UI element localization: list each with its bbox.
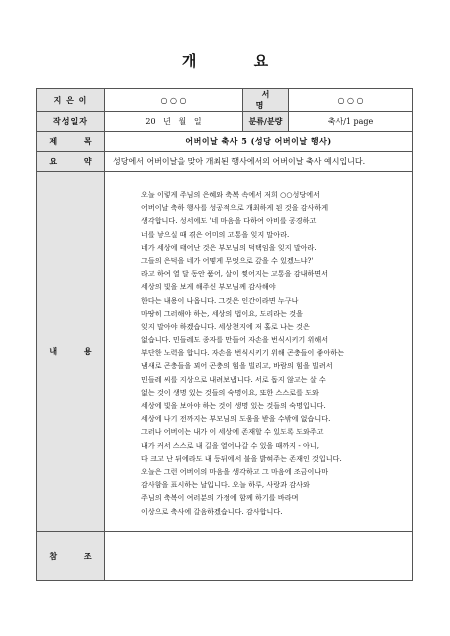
content-line: 오늘 이렇게 주님의 은혜와 축복 속에서 저희 ○○성당에서 xyxy=(141,190,320,199)
author-row xyxy=(37,89,413,112)
content-row xyxy=(37,172,413,532)
content-cell xyxy=(105,172,413,532)
content-line: 감사함을 표시하는 날입니다. 오늘 하루, 사랑과 감사와 xyxy=(141,480,310,490)
subject-value: 어버이날 축사 5 (성당 어버이날 행사) xyxy=(105,132,413,152)
signature-value: ○ ○ ○ xyxy=(289,89,413,112)
signature-label: 서 명 xyxy=(243,89,289,112)
reference-value xyxy=(105,532,413,581)
content-line: 그러나 어버이는 내가 이 세상에 존재할 수 있도록 도와주고 xyxy=(141,427,324,437)
content-line: 민들레 씨를 지상으로 내려보냅니다. 서로 돕지 않고는 살 수 xyxy=(141,374,326,384)
summary-value: 성당에서 어버이날을 맞아 개최된 행사에서의 어버이날 축사 예시입니다. xyxy=(105,152,413,172)
subject-row xyxy=(37,132,413,152)
date-value: 20 년 월 일 xyxy=(105,112,243,132)
date-row xyxy=(37,112,413,132)
content-body xyxy=(105,172,412,518)
subject-label: 제 목 xyxy=(37,132,105,152)
content-line: 한다는 내용이 나옵니다. 그것은 인간이라면 누구나 xyxy=(141,295,299,305)
content-line: 세상에 빛을 보아야 하는 것이 생명 있는 것들의 숙명입니다. xyxy=(141,401,326,410)
summary-label: 요 약 xyxy=(37,152,105,172)
content-line: 마땅히 그러해야 하는, 세상의 법이요, 도리라는 것을 xyxy=(141,308,303,318)
content-line: 그들의 은덕을 네가 어떻게 무엇으로 갚을 수 있겠느냐?' xyxy=(141,255,314,265)
content-line: 내가 커서 스스로 내 길을 열어나갈 수 있을 때까지 - 아니, xyxy=(141,440,319,450)
content-line: 없습니다. 민들레도 종자를 만들어 자손을 번식시키기 위해서 xyxy=(141,335,329,345)
reference-row xyxy=(37,532,413,581)
reference-label: 참 조 xyxy=(37,532,105,581)
content-line: 이상으로 축사에 갈음하겠습니다. 감사합니다. xyxy=(141,506,283,516)
author-value: ○ ○ ○ xyxy=(105,89,243,112)
content-label: 내 용 xyxy=(37,172,105,532)
category-label: 분류/분량 xyxy=(243,112,289,132)
content-line: 라고 하여 열 달 동안 품어, 살이 찢어지는 고통을 감내하면서 xyxy=(141,269,329,279)
content-line: 부단한 노력을 합니다. 자손을 번식시키기 위해 곤충들이 좋아하는 xyxy=(141,348,345,358)
content-line: 너를 낳으실 때 겪은 어미의 고통을 잊지 말아라. xyxy=(141,229,290,239)
content-line: 냄새로 곤충들을 꾀어 곤충의 힘을 빌리고, 바람의 힘을 빌려서 xyxy=(141,361,333,371)
content-line: 세상의 빛을 보게 해주신 부모님께 감사해야 xyxy=(141,282,276,292)
category-value: 축사/1 page xyxy=(289,112,413,132)
content-line: 오늘은 그런 어버이의 마음을 생각하고 그 마음에 조금이나마 xyxy=(141,466,329,476)
author-label: 지 은 이 xyxy=(37,89,105,112)
content-line: 어버이날 축하 행사를 성공적으로 개최하게 된 것을 감사하게 xyxy=(141,203,329,213)
summary-form-table xyxy=(36,88,413,581)
content-line: 주님의 축복이 여러분의 가정에 함께 하기를 바라며 xyxy=(141,493,299,503)
content-line: 다 크고 난 뒤에라도 내 등뒤에서 불을 밝혀주는 존재인 것입니다. xyxy=(141,453,342,463)
content-line: 잊지 말아야 하겠습니다. 세상천지에 저 홀로 나는 것은 xyxy=(141,321,310,331)
document-title: 개 요 xyxy=(181,52,295,70)
date-label: 작성일자 xyxy=(37,112,105,132)
summary-row xyxy=(37,152,413,172)
content-line: 없는 것이 생명 있는 것들의 숙명이요, 또한 스스로를 도와 xyxy=(141,387,319,397)
content-line: 네가 세상에 태어난 것은 부모님의 덕택임을 잊지 말아라. xyxy=(141,242,317,252)
content-line: 생각합니다. 성서에도 '네 마음을 다하여 아비를 공경하고 xyxy=(141,216,317,226)
content-line: 세상에 나기 전까지는 부모님의 도움을 받을 수밖에 없습니다. xyxy=(141,414,331,424)
